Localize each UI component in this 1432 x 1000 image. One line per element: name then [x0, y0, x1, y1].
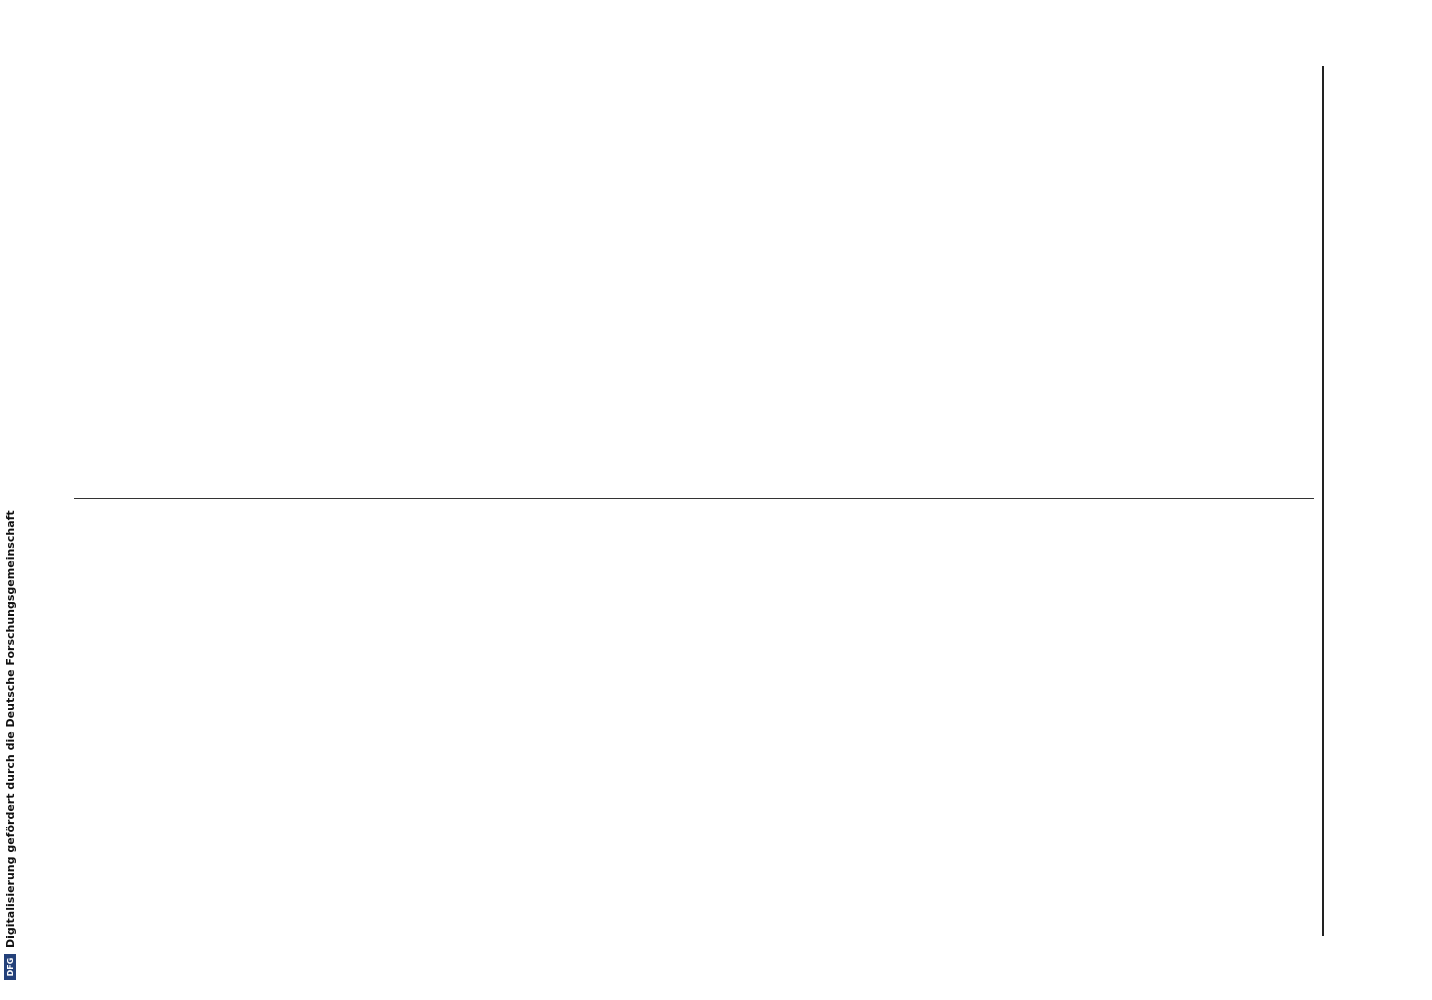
scanned-page [62, 66, 1358, 936]
left-column [1310, 66, 1314, 481]
running-header [1322, 66, 1358, 936]
dfg-logo: DFG [4, 954, 16, 980]
right-column [1310, 516, 1314, 936]
digitization-credit: Digitalisierung gefördert durch die Deutsche Forschungsgemeinschaft [3, 510, 17, 948]
column-divider [74, 498, 1314, 499]
digitization-credit-strip [0, 0, 20, 1000]
